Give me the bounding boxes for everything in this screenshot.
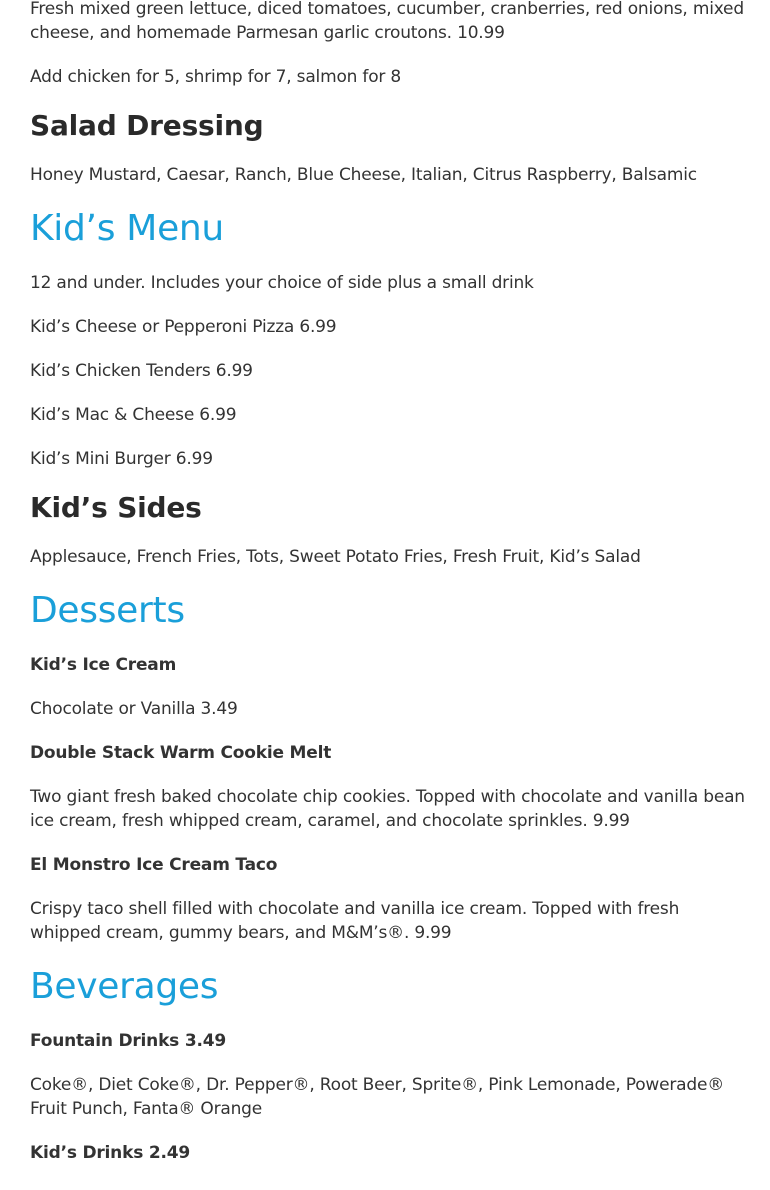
kids-menu-heading: Kid’s Menu [30, 208, 224, 249]
kids-menu-item: Kid’s Mini Burger 6.99 [30, 449, 213, 469]
salad-dressing-heading: Salad Dressing [30, 109, 264, 142]
beverage-name: Fountain Drinks 3.49 [30, 1031, 226, 1051]
dessert-description: Crispy taco shell filled with chocolate and vanilla ice cream. Topped with fresh whipped cream, gummy bears, and M&M’s®. 9.99 [30, 899, 680, 943]
kids-sides-options: Applesauce, French Fries, Tots, Sweet Potato Fries, Fresh Fruit, Kid’s Salad [30, 547, 641, 567]
kids-menu-item: Kid’s Mac & Cheese 6.99 [30, 405, 237, 425]
beverages-heading: Beverages [30, 966, 219, 1007]
desserts-heading: Desserts [30, 590, 185, 631]
dessert-name: El Monstro Ice Cream Taco [30, 855, 278, 875]
menu-content [30, 0, 745, 1185]
kids-menu-item: Kid’s Cheese or Pepperoni Pizza 6.99 [30, 317, 337, 337]
beverage-description: Coke®, Diet Coke®, Dr. Pepper®, Root Beer, Sprite®, Pink Lemonade, Powerade® Fruit Punch, Fanta® Orange [30, 1075, 725, 1119]
dessert-description: Two giant fresh baked chocolate chip cookies. Topped with chocolate and vanilla bean ice cream, fresh whipped cream, caramel, and chocolate sprinkles. 9.99 [30, 787, 745, 831]
kids-menu-item: Kid’s Chicken Tenders 6.99 [30, 361, 253, 381]
salad-addons: Add chicken for 5, shrimp for 7, salmon for 8 [30, 67, 402, 87]
salad-dressing-options: Honey Mustard, Caesar, Ranch, Blue Cheese, Italian, Citrus Raspberry, Balsamic [30, 165, 697, 185]
dessert-name: Kid’s Ice Cream [30, 655, 177, 675]
salad-description: Fresh mixed green lettuce, diced tomatoes, cucumber, cranberries, red onions, mixed cheese, and homemade Parmesan garlic croutons. 10.99 [30, 0, 744, 43]
kids-sides-heading: Kid’s Sides [30, 491, 202, 524]
beverage-name: Kid’s Drinks 2.49 [30, 1143, 190, 1163]
dessert-description: Chocolate or Vanilla 3.49 [30, 699, 238, 719]
kids-menu-note: 12 and under. Includes your choice of side plus a small drink [30, 273, 534, 293]
dessert-name: Double Stack Warm Cookie Melt [30, 743, 332, 763]
